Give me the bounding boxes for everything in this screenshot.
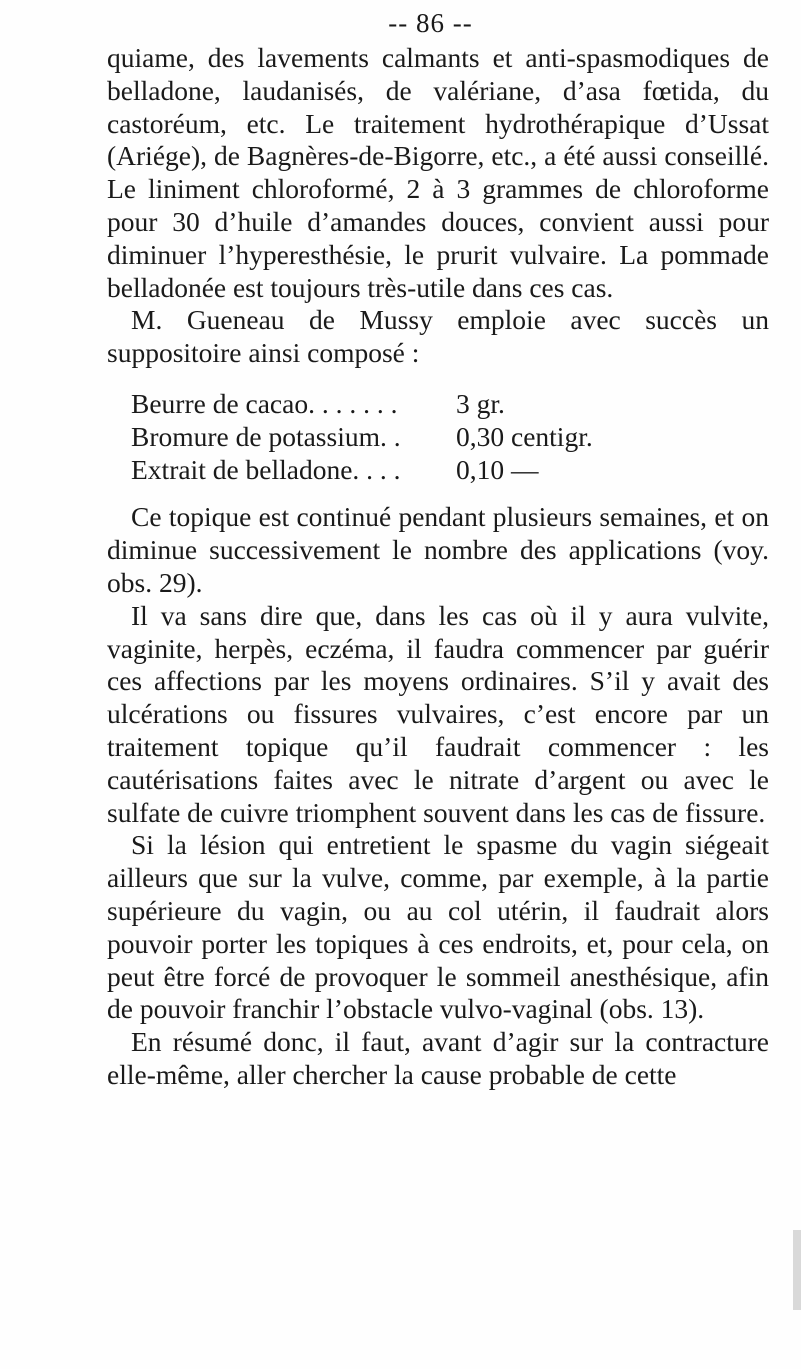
ingredient-name: Beurre de cacao. . . . . . . [131, 387, 398, 419]
paragraph-5: Si la lésion qui entretient le spasme du vagin siégeait ailleurs que sur la vulve, comme, par exemple, à la partie supérieure du vagin, ou au col utérin, il faudrait alors pouvoir porter les topiques à ces endroits, et, pour cela, on peut être forcé de provoquer le sommeil anesthésique, afin de pouvoir franchir l’obstacle vulvo-vaginal (obs. 13). [107, 829, 769, 1025]
ingredient-quantity: 3 gr. [456, 387, 505, 419]
page-edge-shadow [793, 1230, 801, 1310]
formula-row [131, 454, 769, 487]
formula-row [131, 388, 769, 421]
paragraph-2: M. Gueneau de Mussy emploie avec succès un suppositoire ainsi composé : [107, 304, 769, 369]
ingredient-quantity: 0,30 centigr. [456, 420, 593, 452]
paragraph-4: Il va sans dire que, dans les cas où il y aura vulvite, vaginite, herpès, eczéma, il faudra commencer par guérir ces affections par les moyens ordinaires. S’il y avait des ulcérations ou fissures vulvaires, c’est encore par un traitement topique qu’il faudrait commencer : les cautérisations faites avec le nitrate d’argent ou avec le sulfate de cuivre triomphent souvent dans les cas de fissure. [107, 599, 769, 828]
formula-row [131, 421, 769, 454]
ingredient-quantity: 0,10 — [456, 453, 539, 485]
paragraph-3: Ce topique est continué pendant plusieurs semaines, et on diminue successivement le nombre des applications (voy. obs. 29). [107, 501, 769, 598]
paragraph-6: En résumé donc, il faut, avant d’agir sur la contracture elle-même, aller chercher la cause probable de cette [107, 1026, 769, 1090]
paragraph-1: quiame, des lavements calmants et anti-spasmodiques de belladone, laudanisés, de valériane, d’asa fœtida, du castoréum, etc. Le traitement hydrothérapique d’Ussat (Ariége), de Bagnères-de-Bigorre, etc., a été aussi conseillé. Le liniment chloroformé, 2 à 3 grammes de chloroforme pour 30 d’huile d’amandes douces, convient aussi pour diminuer l’hyperesthésie, le prurit vulvaire. La pommade belladonée est toujours très-utile dans ces cas. [107, 42, 769, 303]
page-number: -- 86 -- [388, 8, 473, 38]
ingredient-name: Extrait de belladone. . . . [131, 453, 401, 485]
body-text [107, 42, 769, 1092]
suppository-formula [107, 388, 769, 486]
ingredient-name: Bromure de potassium. . [131, 420, 401, 452]
